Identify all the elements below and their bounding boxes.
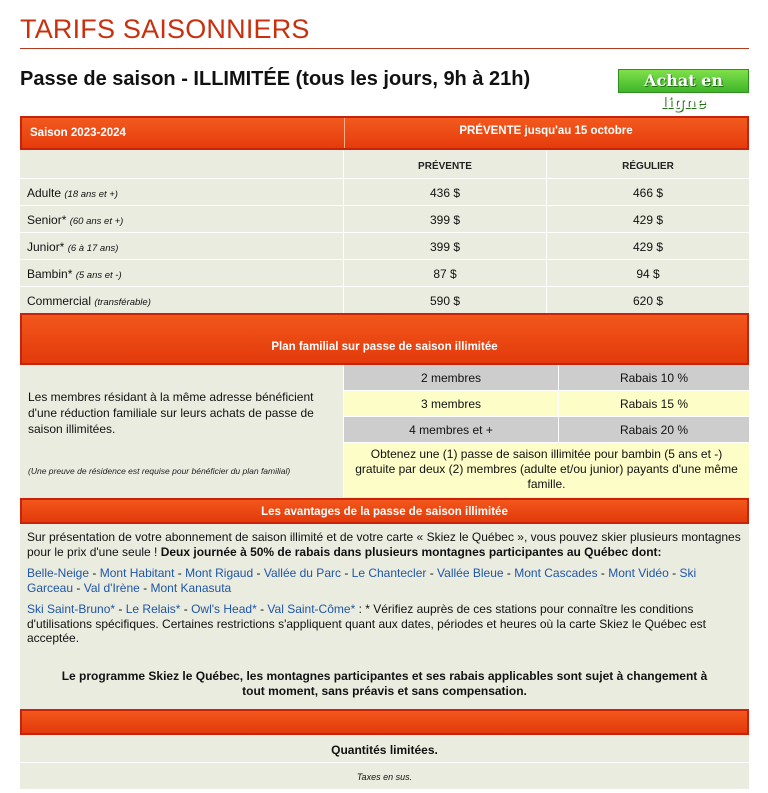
family-members: 4 membres et + <box>343 417 558 442</box>
col-presale: PRÉVENTE <box>343 150 546 178</box>
table-row <box>20 205 749 232</box>
regular-price: 620 $ <box>546 287 749 313</box>
row-label: Adulte <box>27 186 62 200</box>
regular-price: 466 $ <box>546 179 749 205</box>
mountain-link[interactable]: Mont Habitant <box>99 566 175 580</box>
family-plan-header: Plan familial sur passe de saison illimitée <box>20 313 749 365</box>
table-row <box>20 232 749 259</box>
col-regular: RÉGULIER <box>546 150 749 178</box>
row-note: (5 ans et -) <box>75 270 122 281</box>
table-row <box>20 259 749 286</box>
column-headers <box>20 150 749 178</box>
family-members: 2 membres <box>343 365 558 390</box>
family-option <box>343 417 749 443</box>
family-discount: Rabais 15 % <box>558 391 749 416</box>
regular-price: 429 $ <box>546 233 749 259</box>
buy-online-button[interactable]: Achat en ligne <box>618 69 749 93</box>
mountain-link[interactable]: Mont Kanasuta <box>150 580 232 595</box>
presale-price: 590 $ <box>343 287 546 313</box>
mountain-link[interactable]: Mont Vidéo <box>608 566 669 580</box>
page-title: TARIFS SAISONNIERS <box>20 14 310 44</box>
advantages-intro: Sur présentation de votre abonnement de saison illimité et de votre carte « Skiez le Québec », vous pouvez skier plusieurs montagnes pour le prix d'une seule ! <box>27 530 741 559</box>
presale-price: 399 $ <box>343 233 546 259</box>
row-label: Bambin* <box>27 267 73 281</box>
mountain-link[interactable]: Mont Cascades <box>514 566 598 580</box>
pass-subtitle: Passe de saison - ILLIMITÉE (tous les jours, 9h à 21h) <box>20 68 531 90</box>
advantages-body <box>20 524 749 709</box>
limited-quantity: Quantités limitées. <box>20 735 749 763</box>
separator-bar <box>20 709 749 735</box>
mountain-link[interactable]: Val Saint-Côme* <box>267 602 356 616</box>
family-discount: Rabais 20 % <box>558 417 749 442</box>
mountain-link[interactable]: Val d'Irène <box>83 580 140 595</box>
program-change-warning: Le programme Skiez le Québec, les montagnes participantes et ses rabais applicables sont sujet à changement à tout moment, sans préavis et sans compensation. <box>61 669 708 698</box>
mountain-link[interactable]: Le Relais* <box>125 602 181 616</box>
row-label: Junior* <box>27 240 65 254</box>
mountain-link[interactable]: Belle-Neige <box>27 566 90 580</box>
presale-price: 436 $ <box>343 179 546 205</box>
mountain-star-list: Ski Saint-Bruno* - Le Relais* - Owl's Head* - Val Saint-Côme* : * Vérifiez auprès de ces stations pour connaître les conditions d'utilisations spécifiques. Certaines restrictions s'appliquent quant aux dates, périodes et heures où la carte Skiez le Québec est acceptée. <box>27 602 706 645</box>
family-option <box>343 391 749 417</box>
row-note: (6 à 17 ans) <box>67 243 119 254</box>
family-option <box>343 365 749 391</box>
row-note: (60 ans et +) <box>69 216 124 227</box>
mountain-link[interactable]: Ski Garceau <box>27 566 697 595</box>
mountain-link[interactable]: Owl's Head* <box>191 602 257 616</box>
table-row <box>20 178 749 205</box>
family-members: 3 membres <box>343 391 558 416</box>
family-plan-section <box>20 365 749 498</box>
presale-price: 87 $ <box>343 260 546 286</box>
mountain-link[interactable]: Mont Rigaud <box>185 566 254 580</box>
table-row <box>20 286 749 313</box>
star-conditions-note: : * Vérifiez auprès de ces stations pour connaître les conditions d'utilisations spécifiques. Certaines restrictions s'appliquent quant aux dates, périodes et heures où la carte Skiez le Québec est acceptée. <box>27 602 706 645</box>
regular-price: 429 $ <box>546 206 749 232</box>
pricing-header-bar <box>20 116 749 150</box>
presale-deadline: PRÉVENTE jusqu'au 15 octobre <box>459 125 633 137</box>
row-label: Commercial <box>27 294 92 308</box>
row-note: (18 ans et +) <box>64 189 118 200</box>
taxes-note: Taxes en sus. <box>356 772 413 782</box>
advantages-header: Les avantages de la passe de saison illimitée <box>20 498 749 524</box>
presale-price: 399 $ <box>343 206 546 232</box>
pricing-table <box>20 116 749 789</box>
season-label: Saison 2023-2024 <box>22 118 345 148</box>
family-discount: Rabais 10 % <box>558 365 749 390</box>
advantages-intro-bold: Deux journée à 50% de rabais dans plusieurs montagnes participantes au Québec dont: <box>157 544 662 559</box>
mountain-link[interactable]: Vallée du Parc <box>263 566 341 580</box>
mountain-link[interactable]: Vallée Bleue <box>437 566 504 580</box>
title-divider <box>20 48 749 49</box>
family-description: Les membres résidant à la même adresse bénéficient d'une réduction familiale sur leurs achats de passe de saison illimitées. <box>28 390 314 436</box>
row-label: Senior* <box>27 213 67 227</box>
mountain-link[interactable]: Le Chantecler <box>351 566 427 580</box>
family-free-toddler-note: Obtenez une (1) passe de saison illimitée pour bambin (5 ans et -) gratuite par deux (2) membres (adulte et/ou junior) payants d'une même famille. <box>343 443 749 497</box>
mountain-link[interactable]: Ski Saint-Bruno* <box>27 602 116 616</box>
regular-price: 94 $ <box>546 260 749 286</box>
mountain-list: Belle-Neige - Mont Habitant - Mont Rigaud - Vallée du Parc - Le Chantecler - Vallée Bleue - Mont Cascades - Mont Vidéo - Ski Garceau - Val d'Irène - Mont Kanasuta <box>27 566 697 595</box>
family-residence-note: (Une preuve de résidence est requise pour bénéficier du plan familial) <box>28 466 291 476</box>
row-note: (transférable) <box>94 297 151 308</box>
